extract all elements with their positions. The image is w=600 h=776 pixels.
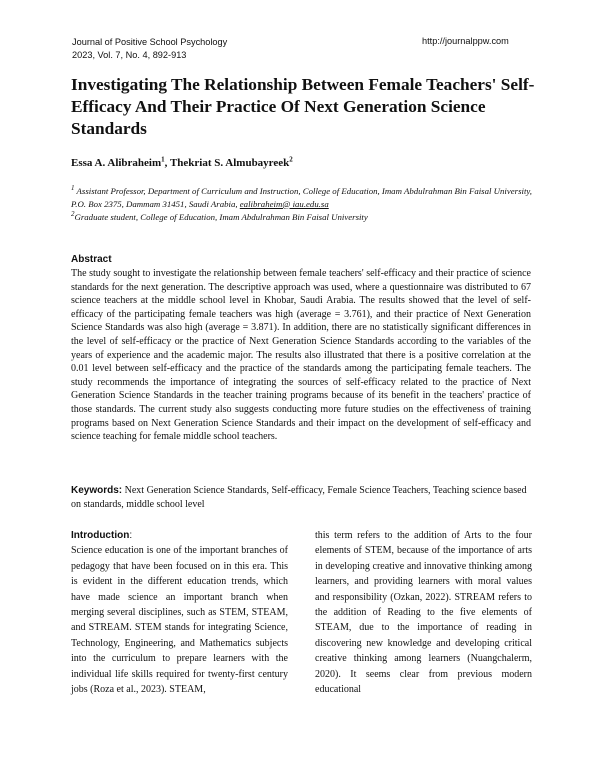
keywords-text: Next Generation Science Standards, Self-efficacy, Female Science Teachers, Teaching science based on standards, middle school level	[71, 485, 527, 510]
affiliation-text: Assistant Professor, Department of Curriculum and Instruction, College of Education, Imam Abdulrahman Bin Faisal University, P.O. Box 2375, Dammam 31451, Saudi Arabia,	[71, 186, 533, 209]
author-name: Thekriat S. Almubayreek	[169, 157, 290, 169]
affiliation-2	[71, 211, 536, 224]
body-column-left	[71, 528, 288, 697]
affiliation-text: Graduate student, College of Education, Imam Abdulrahman Bin Faisal University	[74, 212, 368, 222]
affiliation-marker: 1	[71, 184, 75, 193]
introduction-heading: Introduction	[71, 530, 130, 541]
keywords	[71, 484, 531, 511]
author-superscript: 2	[289, 155, 293, 164]
keywords-label: Keywords:	[71, 485, 123, 496]
running-header	[72, 36, 227, 61]
body-column-right	[315, 528, 532, 697]
journal-url[interactable]: http://journalppw.com	[422, 36, 509, 46]
abstract-heading: Abstract	[71, 254, 112, 265]
author-superscript: 1	[161, 155, 165, 164]
affiliation-1	[71, 185, 536, 210]
paper-title: Investigating The Relationship Between Female Teachers' Self-Efficacy And Their Practice Of Next Generation Science Standards	[71, 75, 535, 138]
author-name: Essa A. Alibraheim	[71, 157, 162, 169]
author-separator: ,	[164, 157, 170, 169]
abstract-body: The study sought to investigate the relationship between female teachers' self-efficacy and their practice of science standards for the next generation. The descriptive approach was used, where a questionnaire was distributed to 67 science teachers at the middle school level in Khobar, Saudi Arabia. The results showed that the level of self-efficacy of the participating female teachers was high (average = 3.761), and their practice of Next Generation Science Standards was also high (average = 3.871). In addition, there are no statistically significant differences in the level of self-efficacy or the practice of Next Generation Science Standards according to the variables of the years of experience and the academic major. The results also illustrated that there is a positive correlation at the 0.01 level between self-efficacy and the practice of the standards among the participating female teachers. The study recommends the importance of integrating the sources of self-efficacy related to the practice of Next Generation Science Standards in the teacher training programs because of its benefit in the teachers' practice of those standards. The current study also suggests conducting more future studies on the effectiveness of training programs based on Next Generation Science Standards and their impact on the development of self-efficacy and science teaching for female middle school teachers.	[71, 268, 531, 443]
author-email-link[interactable]: ealibraheim@ iau.edu.sa	[239, 198, 329, 209]
affiliation-marker: 2	[71, 210, 75, 219]
journal-name: Journal of Positive School Psychology	[72, 37, 228, 47]
introduction-paragraph: Science education is one of the important branches of pedagogy that have been focused on in this era. This is evident in the different education trends, which have made science an important branch when merging several disciplines, such as STEM, STEAM, and STREAM. STEM stands for integrating Science, Technology, Engineering, and Mathematics subjects into the curriculum to prepare learners with the individual life skills required for twenty-first century jobs (Roza et al., 2023). STEAM,	[71, 545, 288, 696]
introduction-colon: :	[129, 530, 133, 541]
introduction-paragraph-continued: this term refers to the addition of Arts to the four elements of STEM, because of the importance of arts in developing creative and innovative thinking among learners, and providing learners with moral values and responsibility (Ozkan, 2022). STREAM refers to the addition of Reading to the five elements of STEAM, due to the importance of reading in discovering new knowledge and developing critical creative thinking among learners (Nuangchalerm, 2020). It seems clear from previous modern educational	[315, 530, 532, 696]
journal-issue: 2023, Vol. 7, No. 4, 892-913	[72, 49, 187, 60]
author-list	[71, 157, 293, 169]
